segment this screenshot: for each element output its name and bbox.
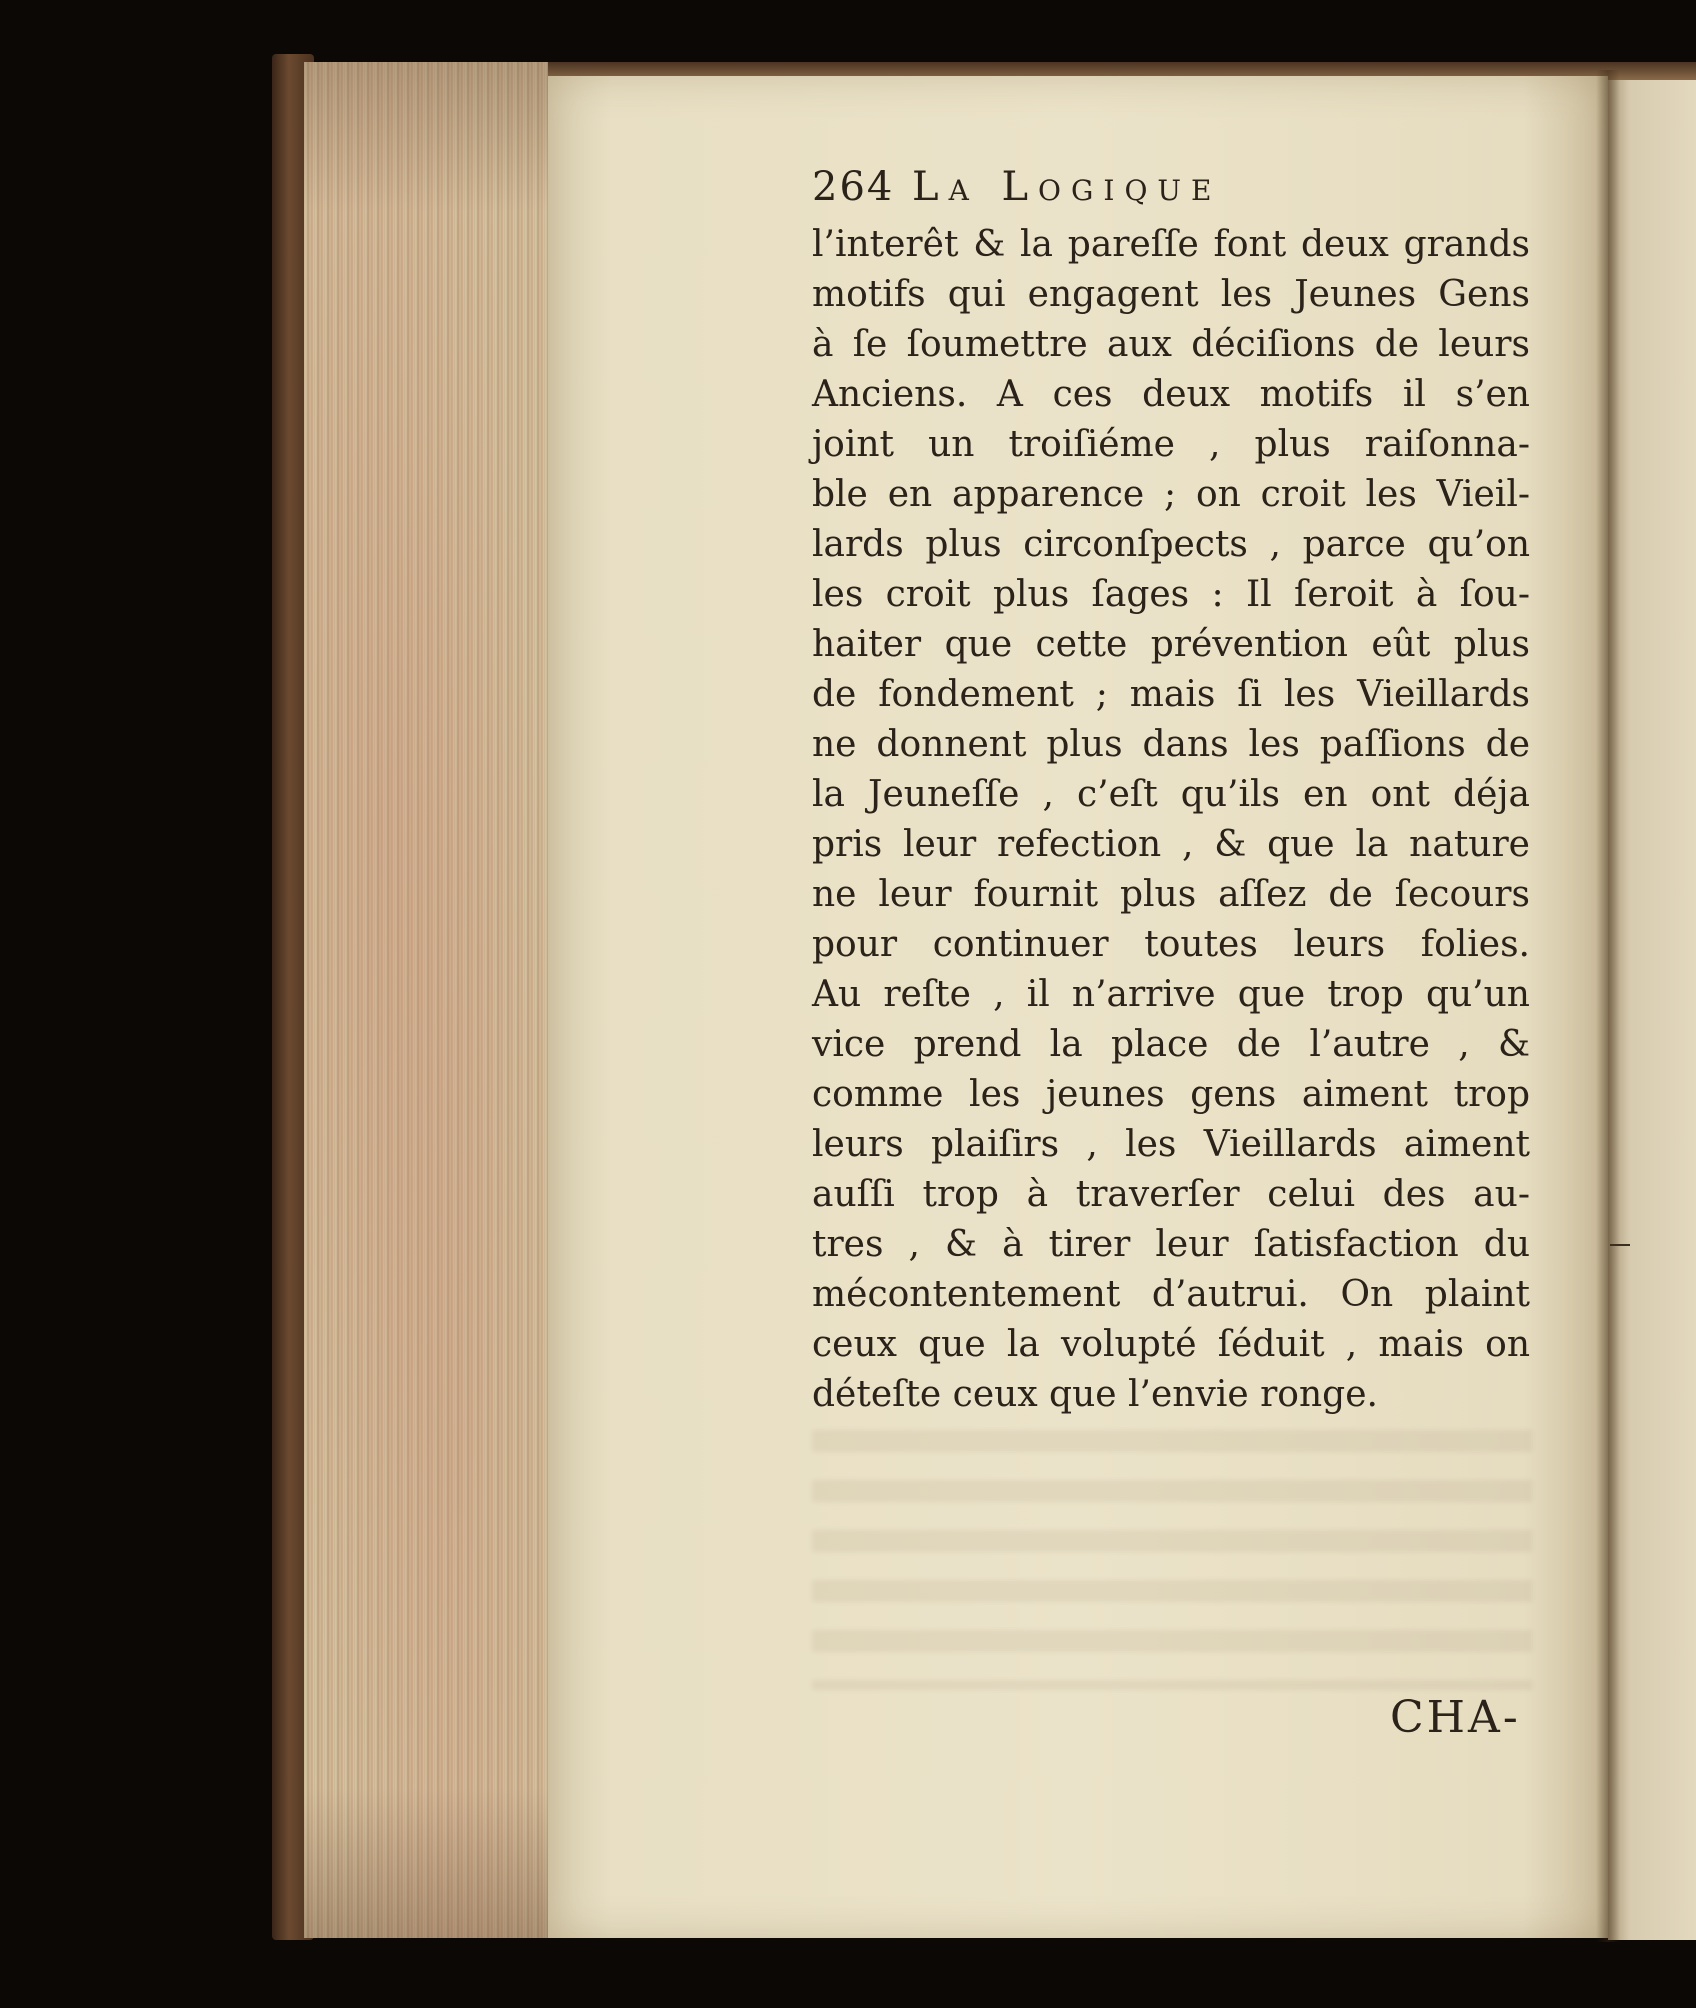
running-head — [812, 164, 1530, 220]
text-line: Au reſte , il n’arrive que trop qu’un — [812, 974, 1530, 1015]
text-line: l’interêt & la pareſſe font deux grands — [812, 224, 1530, 265]
right-page-mark — [1610, 1244, 1630, 1246]
text-line: ne donnent plus dans les paſſions de — [812, 724, 1530, 765]
text-line: à ſe ſoumettre aux déciſions de leurs — [812, 324, 1530, 365]
page-text — [812, 164, 1530, 1420]
page-edges — [304, 62, 554, 1938]
text-line: ceux que la volupté ſéduit , mais on — [812, 1324, 1530, 1365]
text-line: tres , & à tirer leur ſatisfaction du — [812, 1224, 1530, 1265]
body-text — [812, 220, 1530, 1420]
running-title: La Logique — [912, 164, 1222, 210]
text-line: lards plus circonſpects , parce qu’on — [812, 524, 1530, 565]
text-line: les croit plus ſages : Il ſeroit à ſou- — [812, 574, 1530, 615]
book-gutter — [1596, 70, 1620, 1942]
text-line: Anciens. A ces deux motifs il s’en — [812, 374, 1530, 415]
text-line: la Jeuneſſe , c’eſt qu’ils en ont déja — [812, 774, 1530, 815]
show-through-text — [812, 1430, 1532, 1690]
text-line: pris leur refection , & que la nature — [812, 824, 1530, 865]
text-line: mécontentement d’autrui. On plaint — [812, 1274, 1530, 1315]
text-line: comme les jeunes gens aiment trop — [812, 1074, 1530, 1115]
right-page-edge — [1608, 80, 1696, 1940]
text-line: motifs qui engagent les Jeunes Gens — [812, 274, 1530, 315]
text-line: ne leur fournit plus aſſez de ſecours — [812, 874, 1530, 915]
text-line: vice prend la place de l’autre , & — [812, 1024, 1530, 1065]
text-line: auſſi trop à traverſer celui des au- — [812, 1174, 1530, 1215]
text-line: ble en apparence ; on croit les Vieil- — [812, 474, 1530, 515]
text-line: joint un troiſiéme , plus raiſonna- — [812, 424, 1530, 465]
text-line: de fondement ; mais ſi les Vieillards — [812, 674, 1530, 715]
text-line: déteſte ceux que l’envie ronge. — [812, 1374, 1378, 1415]
text-line: pour continuer toutes leurs folies. — [812, 924, 1530, 965]
page-number: 264 — [812, 164, 895, 210]
text-line: leurs plaiſirs , les Vieillards aiment — [812, 1124, 1530, 1165]
catchword: CHA- — [1390, 1692, 1521, 1743]
text-line: haiter que cette prévention eût plus — [812, 624, 1530, 665]
